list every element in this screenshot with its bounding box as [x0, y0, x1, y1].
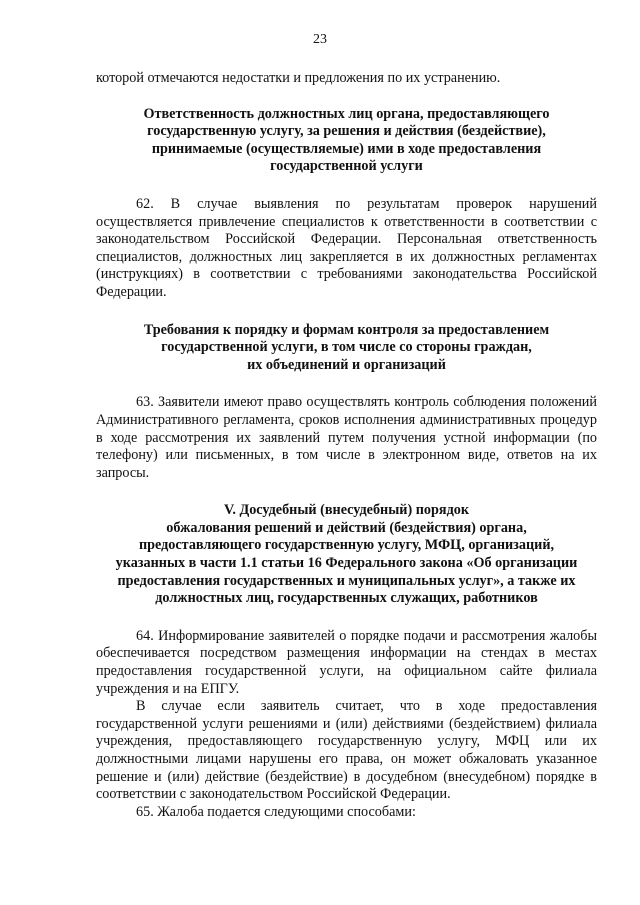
heading-line: указанных в части 1.1 статьи 16 Федерального закона «Об организации: [115, 555, 578, 572]
heading-line: обжалования решений и действий (бездействия) органа,: [166, 519, 527, 536]
paragraph-65: 65. Жалоба подается следующими способами:: [136, 803, 416, 820]
paragraph-62: 62. В случае выявления по результатам проверок нарушений осуществляется привлечение специалистов к ответственности в соответствии с законодательством Российской Федерации. Персональная ответственность специалистов, должностных лиц закрепляется в их должностных регламентах (инструкциях) в соответствии с требованиями законодательства Российской Федерации.: [96, 195, 597, 300]
intro-line: которой отмечаются недостатки и предложения по их устранению.: [96, 70, 501, 86]
paragraph-64: 64. Информирование заявителей о порядке подачи и рассмотрения жалобы обеспечивается посредством размещения информации на стендах в местах предоставления государственной услуги, на официальном сайте филиала учреждения и на ЕПГУ.: [96, 627, 597, 697]
section-heading-appeal: [96, 502, 597, 608]
heading-line: государственную услугу, за решения и действия (бездействие),: [147, 123, 546, 140]
heading-line: предоставляющего государственную услугу, МФЦ, организаций,: [138, 537, 555, 554]
heading-line: государственной услуги: [270, 158, 423, 175]
heading-line: Требования к порядку и формам контроля за предоставлением: [143, 321, 550, 338]
document-body: [96, 70, 597, 821]
section-heading-responsibility: [96, 106, 597, 176]
page-number: 23: [313, 32, 327, 47]
heading-line: принимаемые (осуществляемые) ими в ходе предоставления: [151, 140, 542, 157]
section-heading-control: [96, 322, 597, 375]
paragraph-63: 63. Заявители имеют право осуществлять контроль соблюдения положений Административного регламента, сроков исполнения административных процедур в ходе рассмотрения их заявлений путем получения устной информации (по телефону) или письменных, в том числе в электронном виде, ответов на их запросы.: [96, 394, 597, 481]
heading-line: предоставления государственных и муниципальных услуг», а также их: [117, 572, 576, 589]
heading-line: их объединений и организаций: [247, 356, 446, 373]
heading-line: государственной услуги, в том числе со стороны граждан,: [161, 339, 532, 356]
heading-line: V. Досудебный (внесудебный) порядок: [223, 502, 470, 519]
paragraph-64-continued: В случае если заявитель считает, что в ходе предоставления государственной услуги решениями и (или) действиями (бездействием) филиала учреждения, предоставляющего государственную услугу, МФЦ или их должностными лицами нарушены его права, он может обжаловать указанное решение и (или) действие (бездействие) в досудебном (внесудебном) порядке в соответствии с законодательством Российской Федерации.: [96, 698, 597, 803]
heading-line: Ответственность должностных лиц органа, предоставляющего: [143, 105, 550, 122]
heading-line: должностных лиц, государственных служащих, работников: [155, 590, 538, 607]
